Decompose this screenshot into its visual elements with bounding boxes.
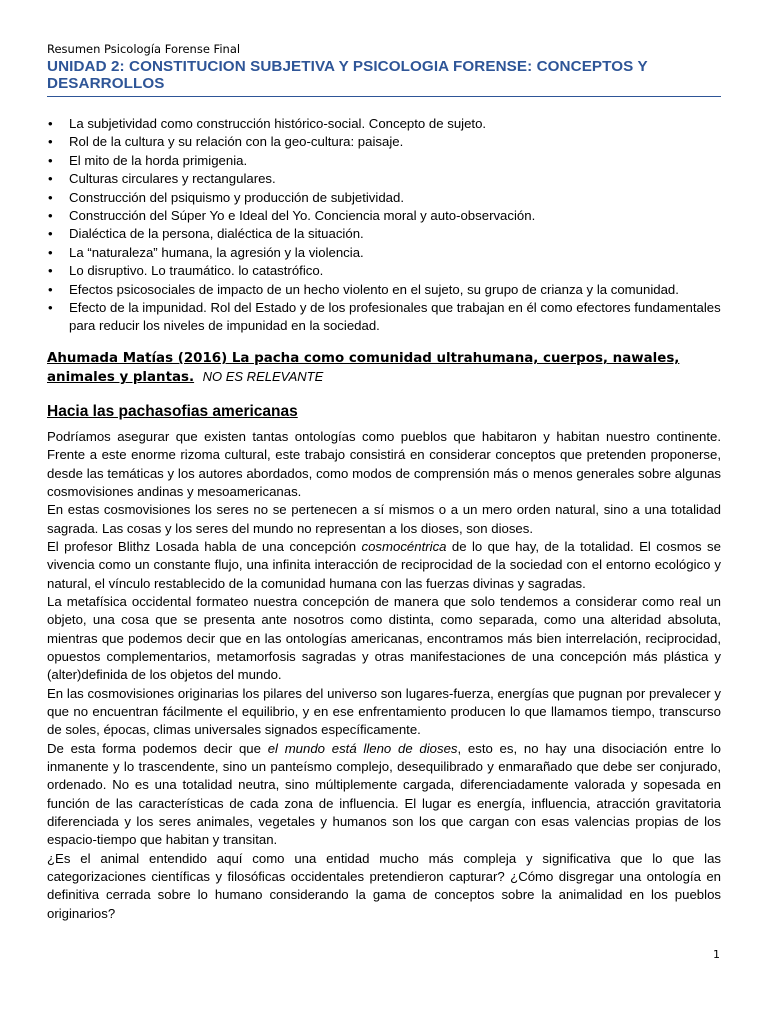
relevance-note: NO ES RELEVANTE: [202, 369, 324, 385]
paragraph: Podríamos asegurar que existen tantas ontologías como pueblos que habitaron y habitan nuestro continente. Frente a este enorme rizoma cultural, este trabajo consistirá en considerar conceptos que pretenden proponerse, desde las temáticas y los autores abordados, como modos de comprensión más o menos generales sobre algunas cosmovisiones andinas y mesoamericanas.: [47, 428, 721, 499]
emphasis-text: cosmocéntrica: [361, 538, 447, 554]
list-item: • Efecto de la impunidad. Rol del Estado y de los profesionales que trabajan en él como efectores fundamentales para reducir los niveles de impunidad en la sociedad.: [47, 299, 721, 336]
list-item: • Dialéctica de la persona, dialéctica de la situación.: [47, 225, 721, 243]
document-header-title: Resumen Psicología Forense Final: [47, 42, 241, 56]
list-item: • Construcción del Súper Yo e Ideal del Yo. Conciencia moral y auto-observación.: [47, 207, 721, 225]
list-item: • Lo disruptivo. Lo traumático. lo catastrófico.: [47, 262, 721, 280]
paragraph-text: , esto es, no hay una disociación entre lo inmanente y lo trascendente, sino un panteísmo complejo, desequilibrado y enmarañado que debe ser conjurado, ordenado. No es una totalidad neutra, sino múltiplemente cargada, diferenciadamente valorada y sopesada en función de las características de cada zona de influencia. El lugar es energía, influencia, atracción gravitatoria diferenciada y los seres animales, vegetales y humanos son los que cargan con esas valencias propias de los espacio-tiempo que habitan y transitan.: [47, 740, 721, 848]
section-heading: Hacia las pachasofias americanas: [47, 402, 298, 420]
list-item: • Construcción del psiquismo y producción de subjetividad.: [47, 189, 721, 207]
topic-list: [47, 115, 721, 336]
unit-title: UNIDAD 2: CONSTITUCION SUBJETIVA Y PSICOLOGIA FORENSE: CONCEPTOS Y DESARROLLOS: [47, 58, 721, 97]
list-item: • La “naturaleza” humana, la agresión y la violencia.: [47, 244, 721, 262]
body-text: [47, 428, 721, 923]
paragraph: La metafísica occidental formateo nuestra concepción de manera que solo tendemos a considerar como real un objeto, una cosa que se presenta ante nosotros como distinta, como separada, como una alteridad absoluta, mientras que podemos decir que en las ontologías americanas, encontramos más bien interrelación, reciprocidad, opuestos complementarios, metamorfosis sagradas y otras manifestaciones de una concepción más plástica y (alter)definida de los objetos del mundo.: [47, 593, 721, 683]
list-item: • La subjetividad como construcción histórico-social. Concepto de sujeto.: [47, 115, 721, 133]
paragraph: [47, 740, 721, 850]
paragraph-text: De esta forma podemos decir que: [47, 740, 268, 756]
list-item: • Culturas circulares y rectangulares.: [47, 170, 721, 188]
list-item: • Rol de la cultura y su relación con la geo-cultura: paisaje.: [47, 133, 721, 151]
paragraph: [47, 538, 721, 593]
emphasis-text: el mundo está lleno de dioses: [267, 740, 458, 756]
article-reference: Ahumada Matías (2016) La pacha como comunidad ultrahumana, cuerpos, nawales, animales y plantas.: [47, 350, 680, 386]
paragraph-text: El profesor Blithz Losada habla de una concepción: [47, 538, 362, 554]
paragraph: En estas cosmovisiones los seres no se pertenecen a sí mismos o a un mero orden natural, sino a una totalidad sagrada. Las cosas y los seres del mundo no representan a los dioses, son dioses.: [47, 502, 721, 536]
article-reference-line: [47, 350, 721, 388]
list-item: • Efectos psicosociales de impacto de un hecho violento en el sujeto, su grupo de crianza y la comunidad.: [47, 281, 721, 299]
list-item: • El mito de la horda primigenia.: [47, 152, 721, 170]
paragraph-text: de lo que hay, de la totalidad. El cosmos se vivencia como un constante flujo, una infinita interacción de reciprocidad de la sociedad con el entorno ecológico y natural, el vínculo restablecido de la comunidad humana con las fuerzas divinas y sagradas.: [47, 538, 721, 591]
page-number: 1: [713, 948, 720, 961]
paragraph: En las cosmovisiones originarias los pilares del universo son lugares-fuerza, energías que pugnan por prevalecer y que no encuentran fácilmente el equilibrio, y en ese enfrentamiento producen lo que llamamos tiempo, transcurso de soles, épocas, climas universales signados específicamente.: [47, 685, 721, 738]
paragraph: ¿Es el animal entendido aquí como una entidad mucho más compleja y significativa que lo que las categorizaciones científicas y filosóficas occidentales pretendieron capturar? ¿Cómo disgregar una ontología en definitiva cerrada sobre lo humano considerando la gama de conceptos sobre la animalidad en los pueblos originarios?: [47, 850, 721, 921]
